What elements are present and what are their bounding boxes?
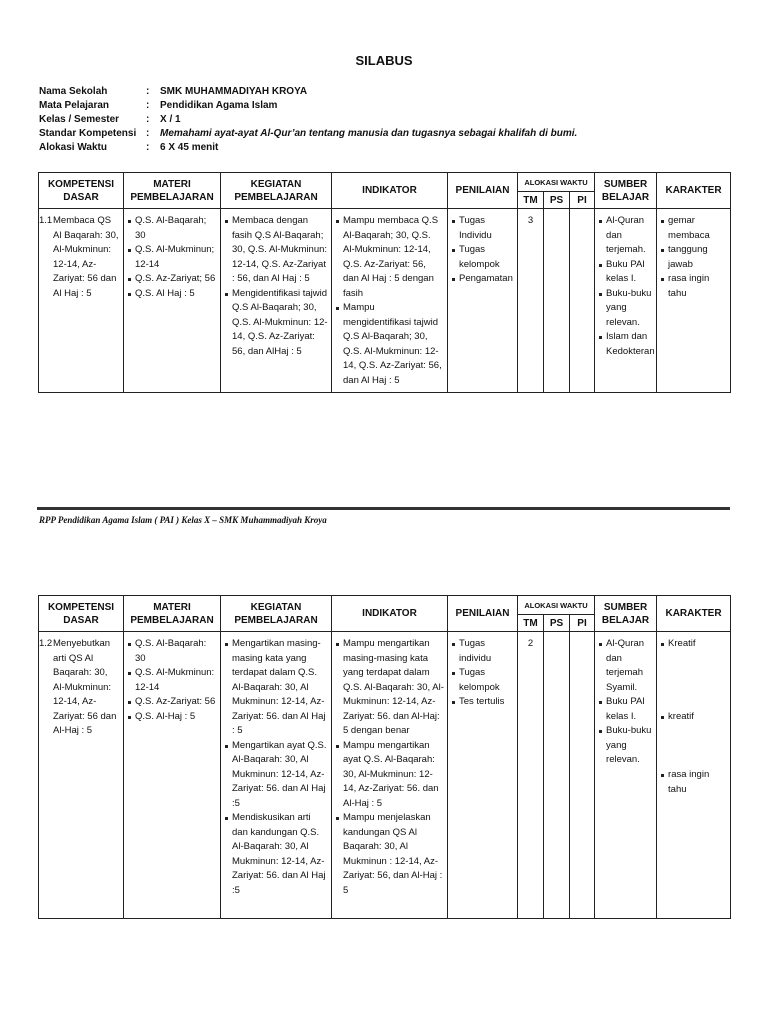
page-divider — [37, 507, 730, 510]
list-item: Tugas Individu — [451, 214, 514, 243]
list-item: gemar membaca — [660, 214, 727, 243]
kegiatan-list — [224, 637, 328, 898]
list-item: Mendiskusikan arti dan kandungan Q.S. Al-Baqarah: 30, Al Mukminun: 12-14, Az-Zariyat: 56. dan Al Haj :5 — [224, 811, 328, 898]
sumber-list — [598, 637, 653, 768]
kegiatan-list — [224, 214, 328, 359]
tm-value: 2 — [527, 638, 534, 649]
indikator-list — [335, 214, 444, 388]
list-item: Pengamatan — [451, 272, 514, 287]
list-item: Tugas individu — [451, 637, 514, 666]
table-row — [39, 209, 731, 393]
syllabus-table-1 — [38, 172, 731, 393]
header-penilaian: PENILAIAN — [448, 596, 518, 632]
list-item: Mampu membaca Q.S Al-Baqarah; 30, Q.S. Al-Mukminun: 12-14, Q.S. Az-Zariyat: 56, dan Al Haj : 5 dengan fasih — [335, 214, 444, 301]
karakter-list — [660, 637, 727, 797]
list-item: Mampu mengartikan masing-masing kata yang terdapat dalam Q.S. Al-Baqarah: 30, Al-Mukminun: 12-14, Az-Zariyat: 56. dan Al-Haj: 5 dengan benar — [335, 637, 444, 739]
competency-number: 1.2 — [39, 638, 53, 649]
tm-value: 3 — [527, 215, 534, 226]
list-item: Tugas kelompok — [451, 666, 514, 695]
list-item: Buku-buku yang relevan. — [598, 724, 653, 768]
list-item: rasa ingin tahu — [660, 768, 727, 797]
header-alokasi: ALOKASI WAKTU — [518, 173, 595, 192]
list-item: Mengartikan ayat Q.S. Al-Baqarah: 30, Al Mukminun: 12-14, Az-Zariyat: 56. dan Al Haj :5 — [224, 739, 328, 812]
list-item: Q.S. Al-Baqarah; 30 — [127, 214, 217, 243]
list-item: Q.S. Al Haj : 5 — [127, 287, 217, 302]
list-item: Membaca dengan fasih Q.S Al-Baqarah; 30, Q.S. Al-Mukminun: 12-14, Q.S. Az-Zariyat : 56, dan Al Haj : 5 — [224, 214, 328, 287]
page-footer: RPP Pendidikan Agama Islam ( PAI ) Kelas X – SMK Muhammadiyah Kroya — [39, 515, 327, 525]
materi-list — [127, 214, 217, 301]
header-sumber: SUMBER BELAJAR — [595, 173, 657, 209]
competency-text: Membaca QS Al Baqarah: 30, Al-Mukminun: 12-14, Az-Zariyat: 56 dan Al Haj : 5 — [53, 215, 119, 299]
list-item: Mampu mengidentifikasi tajwid Q.S Al-Baqarah; 30, Q.S. Al-Mukminun: 12-14, Q.S. Az-Zariyat: 56, dan Al Haj : 5 — [335, 301, 444, 388]
header-materi: MATERI PEMBELAJARAN — [124, 173, 221, 209]
list-item: Q.S. Az-Zariyat; 56 — [127, 272, 217, 287]
ps-value — [544, 209, 569, 218]
meta-row-class: Kelas / Semester : X / 1 — [39, 114, 181, 125]
header-karakter: KARAKTER — [657, 173, 731, 209]
list-item: Mampu mengartikan ayat Q.S. Al-Baqarah: 30, Al-Mukminun: 12-14, Az-Zariyat: 56. dan Al-Haj : 5 — [335, 739, 444, 812]
list-item: rasa ingin tahu — [660, 272, 727, 301]
meta-row-time: Alokasi Waktu : 6 X 45 menit — [39, 142, 219, 153]
header-sumber: SUMBER BELAJAR — [595, 596, 657, 632]
ps-value — [544, 632, 569, 641]
pi-value — [570, 632, 594, 641]
header-indikator: INDIKATOR — [332, 596, 448, 632]
meta-row-subject: Mata Pelajaran : Pendidikan Agama Islam — [39, 100, 278, 111]
materi-list — [127, 637, 217, 724]
karakter-list — [660, 214, 727, 301]
sumber-list — [598, 214, 653, 359]
list-item: Kreatif — [660, 637, 727, 652]
list-item: Q.S. Al-Mukminun: 12-14 — [127, 666, 217, 695]
list-item: Tes tertulis — [451, 695, 514, 710]
list-item: kreatif — [660, 710, 727, 725]
list-item: Q.S. Az-Zariyat: 56 — [127, 695, 217, 710]
list-item: Buku PAI kelas I. — [598, 258, 653, 287]
header-indikator: INDIKATOR — [332, 173, 448, 209]
list-item: Islam dan Kedokteran — [598, 330, 653, 359]
header-materi: MATERI PEMBELAJARAN — [124, 596, 221, 632]
header-ps: PS — [544, 192, 570, 209]
list-item: Q.S. Al-Baqarah: 30 — [127, 637, 217, 666]
competency-text: Menyebutkan arti QS Al Baqarah: 30, Al-Mukminun: 12-14, Az-Zariyat: 56 dan Al-Haj : 5 — [53, 638, 117, 736]
list-item: Al-Quran dan terjemah. — [598, 214, 653, 258]
header-pi: PI — [570, 192, 595, 209]
list-item: Mampu menjelaskan kandungan QS Al Baqarah: 30, Al Mukminun : 12-14, Az-Zariyat: 56, dan Al-Haj : 5 — [335, 811, 444, 898]
list-item: Mengidentifikasi tajwid Q.S Al-Baqarah; 30, Q.S. Al-Mukminun: 12-14, Q.S. Az-Zariyat: 56, dan AlHaj : 5 — [224, 287, 328, 360]
header-pi: PI — [570, 615, 595, 632]
list-item: Q.S. Al-Haj : 5 — [127, 710, 217, 725]
header-penilaian: PENILAIAN — [448, 173, 518, 209]
header-kegiatan: KEGIATAN PEMBELAJARAN — [221, 596, 332, 632]
header-ps: PS — [544, 615, 570, 632]
list-item: tanggung jawab — [660, 243, 727, 272]
penilaian-list — [451, 214, 514, 287]
table-row — [39, 632, 731, 919]
header-kegiatan: KEGIATAN PEMBELAJARAN — [221, 173, 332, 209]
header-tm: TM — [518, 615, 544, 632]
penilaian-list — [451, 637, 514, 710]
list-item: Buku-buku yang relevan. — [598, 287, 653, 331]
indikator-list — [335, 637, 444, 898]
list-item: Tugas kelompok — [451, 243, 514, 272]
header-karakter: KARAKTER — [657, 596, 731, 632]
list-item: Mengartikan masing-masing kata yang terdapat dalam Q.S. Al-Baqarah: 30, Al Mukminun: 12-14, Az-Zariyat: 56. dan Al Haj : 5 — [224, 637, 328, 739]
syllabus-table-2 — [38, 595, 731, 919]
meta-row-competency: Standar Kompetensi : Memahami ayat-ayat Al-Qur’an tentang manusia dan tugasnya sebagai khalifah di bumi. — [39, 128, 578, 139]
header-tm: TM — [518, 192, 544, 209]
pi-value — [570, 209, 594, 218]
header-alokasi: ALOKASI WAKTU — [518, 596, 595, 615]
competency-number: 1.1 — [39, 215, 53, 226]
meta-row-school: Nama Sekolah : SMK MUHAMMADIYAH KROYA — [39, 86, 308, 97]
header-kompetensi: KOMPETENSI DASAR — [39, 173, 124, 209]
document-meta — [39, 85, 577, 155]
list-item: Al-Quran dan terjemah Syamil. — [598, 637, 653, 695]
page-title: SILABUS — [355, 53, 413, 68]
header-kompetensi: KOMPETENSI DASAR — [39, 596, 124, 632]
list-item: Buku PAI kelas I. — [598, 695, 653, 724]
list-item: Q.S. Al-Mukminun; 12-14 — [127, 243, 217, 272]
